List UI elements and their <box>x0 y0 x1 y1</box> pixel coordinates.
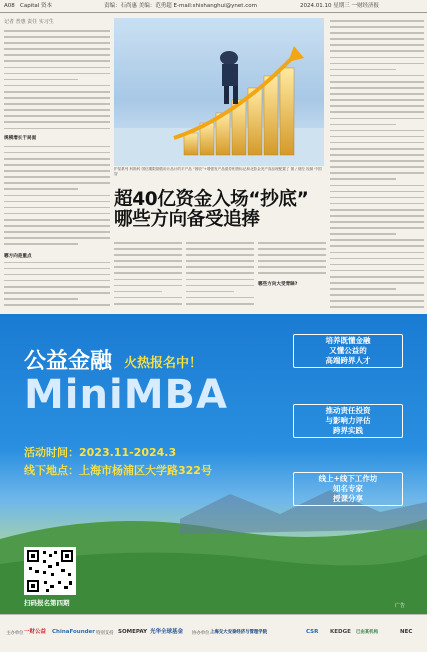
text-line <box>330 245 424 247</box>
text-line <box>4 207 110 209</box>
text-line <box>330 130 424 132</box>
text-line <box>114 272 182 274</box>
text-line <box>330 166 424 168</box>
text-line <box>4 79 78 81</box>
text-line <box>330 252 424 254</box>
text-line <box>186 242 254 244</box>
text-line <box>4 298 78 300</box>
text-line <box>4 115 110 117</box>
text-line <box>330 215 424 217</box>
article-col-mid3 <box>258 242 326 279</box>
logo-chinafounder: ChinaFounder <box>52 629 95 635</box>
logo-kedge: KEDGE <box>330 629 351 635</box>
text-line <box>4 85 110 87</box>
text-line <box>4 146 110 148</box>
text-line <box>4 213 110 215</box>
text-line <box>4 219 110 221</box>
text-line <box>4 280 110 282</box>
text-line <box>4 103 110 105</box>
text-line <box>186 303 254 305</box>
text-line <box>258 254 326 256</box>
text-line <box>186 272 254 274</box>
qr-code-pattern <box>24 547 76 595</box>
sponsor-label: 主办单位 <box>6 631 24 636</box>
text-line <box>114 242 182 244</box>
text-line <box>258 266 326 268</box>
text-line <box>330 227 424 229</box>
logo-sjtu: 上海交大安泰经济与管理学院 <box>210 630 268 635</box>
text-line <box>330 93 424 95</box>
column-name: Capital 资本 <box>20 3 53 9</box>
text-line <box>4 268 110 270</box>
logo-yicai: 一财公益 <box>24 629 47 635</box>
text-line <box>4 164 110 166</box>
text-line <box>330 57 424 59</box>
editors-line: 责编：石尚惠 美编：范勇超 E-mail:shishanghui@ynet.com <box>104 3 257 9</box>
text-line <box>4 48 110 50</box>
text-line <box>330 154 424 156</box>
text-line <box>330 87 424 89</box>
text-line <box>330 148 424 150</box>
text-line <box>4 237 110 239</box>
text-line <box>330 26 424 28</box>
text-line <box>330 172 424 174</box>
ad-program-name: MiniMBA <box>24 372 228 418</box>
text-line <box>114 297 182 299</box>
text-line <box>186 297 254 299</box>
text-line <box>4 231 110 233</box>
text-line <box>330 191 424 193</box>
article-photo <box>114 18 324 166</box>
text-line <box>330 233 396 235</box>
text-line <box>330 142 424 144</box>
text-line <box>330 185 424 187</box>
text-line <box>330 136 424 138</box>
text-line <box>4 286 110 288</box>
ad-tag: 广告 <box>395 603 406 609</box>
text-line <box>4 54 110 56</box>
qr-code[interactable] <box>24 547 76 595</box>
text-line <box>186 248 254 250</box>
text-line <box>186 291 234 293</box>
article-col-mid1 <box>114 242 182 309</box>
text-line <box>330 118 424 120</box>
text-line <box>330 75 424 77</box>
text-line <box>330 99 424 101</box>
text-line <box>330 209 424 211</box>
text-line <box>330 63 424 65</box>
logo-partner: 已由某机构 <box>356 630 378 635</box>
text-line <box>330 239 424 241</box>
coins-illustration <box>114 18 324 166</box>
text-line <box>186 285 254 287</box>
text-line <box>330 124 396 126</box>
text-line <box>186 279 254 281</box>
text-line <box>330 300 424 302</box>
host-label: 协办单位 <box>192 631 210 636</box>
page-header <box>0 0 427 13</box>
text-line <box>258 242 326 244</box>
text-line <box>330 276 424 278</box>
text-line <box>4 60 110 62</box>
sponsor-footer <box>0 614 427 652</box>
subhead-3: 哪些方向大受青睐? <box>258 282 298 287</box>
text-line <box>114 291 162 293</box>
text-line <box>186 266 254 268</box>
text-line <box>114 279 182 281</box>
text-line <box>330 32 424 34</box>
text-line <box>4 67 110 69</box>
text-line <box>4 201 110 203</box>
text-line <box>114 266 182 268</box>
text-line <box>330 50 424 52</box>
page-number: A08 <box>4 3 15 9</box>
text-line <box>258 260 326 262</box>
text-line <box>330 203 424 205</box>
text-line <box>114 303 182 305</box>
text-line <box>330 197 424 199</box>
text-line <box>4 36 110 38</box>
text-line <box>114 285 182 287</box>
support-label: 特别支持 <box>96 631 114 636</box>
logo-somepay: SOMEPAY <box>118 629 148 635</box>
text-line <box>186 254 254 256</box>
photo-caption: 护星系列 科斯科 国信期限期债用计品计的平产品 “固收”+增强发产品债券相资标记和北影金发产高品理配置了 图 / 财经 视频 中国智 <box>114 167 322 176</box>
text-line <box>114 248 182 250</box>
text-line <box>4 188 78 190</box>
text-line <box>4 158 110 160</box>
mini-mba-ad[interactable] <box>0 314 427 614</box>
text-line <box>330 282 424 284</box>
ad-feature-box-1: 培养既懂金融 又懂公益的 高端跨界人才 <box>293 334 403 368</box>
text-line <box>4 243 78 245</box>
logo-csr: CSR <box>306 629 319 635</box>
text-line <box>330 288 396 290</box>
article-col-mid2 <box>186 242 254 309</box>
text-line <box>330 258 424 260</box>
text-line <box>4 42 110 44</box>
text-line <box>330 294 424 296</box>
text-line <box>330 38 424 40</box>
subhead-2: 哪方向是重点 <box>4 254 32 259</box>
text-line <box>330 111 424 113</box>
text-line <box>114 260 182 262</box>
text-line <box>330 264 424 266</box>
text-line <box>4 97 110 99</box>
text-line <box>114 254 182 256</box>
text-line <box>4 292 110 294</box>
text-line <box>330 69 396 71</box>
ad-feature-box-2: 推动责任投资 与影响力评估 跨界实践 <box>293 404 403 438</box>
text-line <box>330 81 424 83</box>
text-line <box>330 105 424 107</box>
text-line <box>4 30 110 32</box>
text-line <box>4 91 110 93</box>
text-line <box>4 195 110 197</box>
text-line <box>4 176 110 178</box>
text-line <box>4 121 110 123</box>
ad-title-sub: 火热报名中！ <box>124 356 203 371</box>
ad-time: 活动时间：2023.11-2024.3 <box>24 446 177 459</box>
ad-title-main: 公益金融 <box>24 349 113 374</box>
text-line <box>330 178 396 180</box>
text-line <box>330 221 424 223</box>
text-line <box>330 44 424 46</box>
text-line <box>330 20 424 22</box>
qr-label: 扫码报名第四期 <box>24 599 70 607</box>
headline-line-1: 超40亿资金入场“抄底” <box>114 189 309 210</box>
text-line <box>330 270 424 272</box>
text-line <box>4 225 110 227</box>
ad-location: 线下地点：上海市杨浦区大学路322号 <box>24 464 212 477</box>
text-line <box>186 260 254 262</box>
text-line <box>4 128 110 130</box>
subhead-1: 规模增长于局面 <box>4 136 37 141</box>
text-line <box>4 73 110 75</box>
date-line: 2024.01.10 星期三 一财经济报 <box>300 3 379 9</box>
text-line <box>4 109 110 111</box>
text-line <box>4 274 110 276</box>
text-line <box>258 248 326 250</box>
ad-feature-box-3: 线上+线下工作坊 知名专家 授课分享 <box>293 472 403 506</box>
text-line <box>330 160 424 162</box>
text-line <box>4 170 110 172</box>
logo-nec: NEC <box>400 629 413 635</box>
headline-line-2: 哪些方向备受追捧 <box>114 209 260 230</box>
text-line <box>4 152 110 154</box>
text-line <box>330 306 424 308</box>
article-col-left <box>4 30 110 310</box>
text-line <box>4 182 110 184</box>
logo-guanghua: 光华全球基金 <box>150 629 184 635</box>
text-line <box>4 262 110 264</box>
headline <box>114 190 308 230</box>
text-line <box>258 272 326 274</box>
byline: 记者 普惠 责任 实习生 <box>4 19 54 25</box>
text-line <box>4 304 110 306</box>
article-col-right <box>330 20 424 313</box>
